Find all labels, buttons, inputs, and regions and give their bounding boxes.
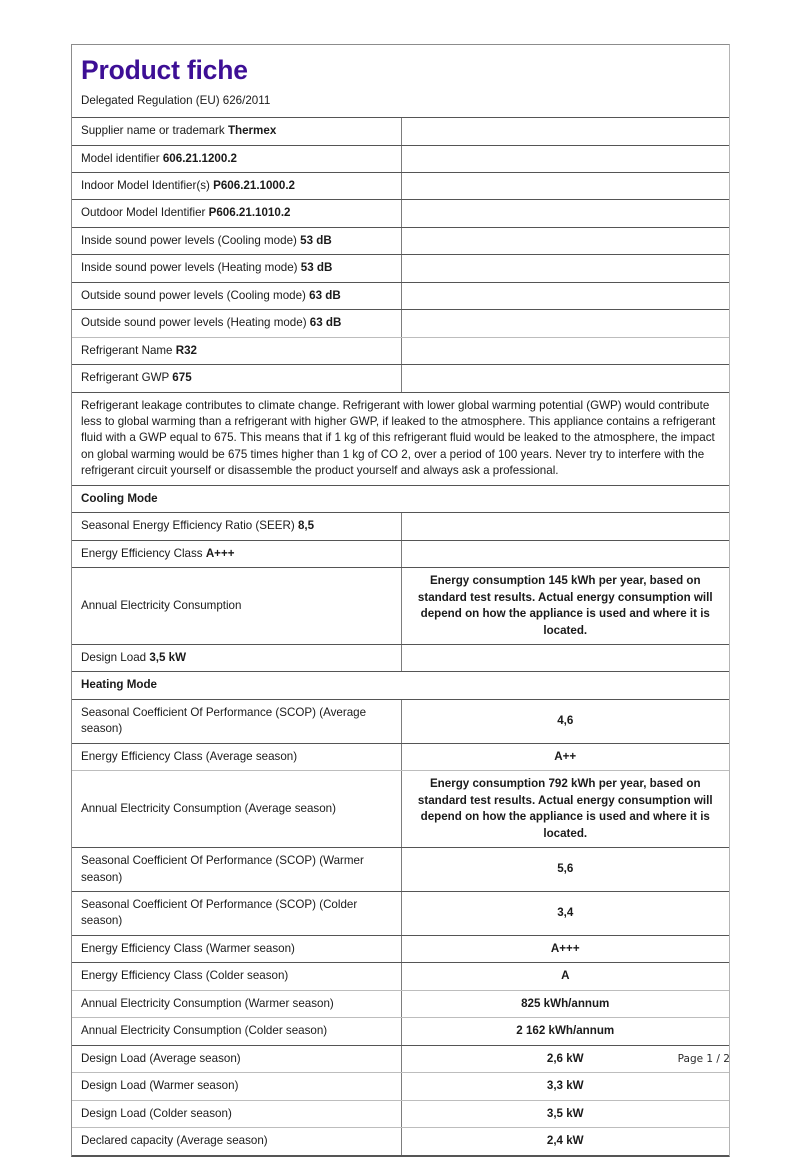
label-text: Indoor Model Identifier(s) bbox=[81, 178, 210, 192]
label-text: Refrigerant Name bbox=[81, 343, 173, 357]
refrigerant-notice-row bbox=[72, 392, 729, 485]
table-row bbox=[72, 1018, 729, 1045]
table-row bbox=[72, 935, 729, 962]
label-value: 606.21.1200.2 bbox=[162, 151, 238, 165]
row-value: 825 kWh/annum bbox=[401, 990, 729, 1017]
page-footer bbox=[71, 1053, 730, 1065]
row-value bbox=[401, 227, 729, 254]
row-label: Energy Efficiency Class (Warmer season) bbox=[72, 935, 401, 962]
table-row bbox=[72, 1100, 729, 1127]
table-row bbox=[72, 645, 729, 672]
label-value: 63 dB bbox=[309, 288, 341, 302]
label-text: Outdoor Model Identifier bbox=[81, 206, 206, 220]
table-row bbox=[72, 513, 729, 540]
row-value bbox=[401, 255, 729, 282]
row-value bbox=[401, 200, 729, 227]
label-text: Inside sound power levels (Cooling mode) bbox=[81, 233, 297, 247]
label-text: Annual Electricity Consumption bbox=[81, 598, 242, 612]
row-label bbox=[72, 172, 401, 199]
section-header-row-cooling bbox=[72, 485, 729, 512]
table-row bbox=[72, 771, 729, 848]
page-title: Product fiche bbox=[81, 55, 248, 85]
label-text: Energy Efficiency Class bbox=[81, 546, 203, 560]
row-label bbox=[72, 540, 401, 567]
row-label bbox=[72, 513, 401, 540]
table-row bbox=[72, 1073, 729, 1100]
row-label bbox=[72, 310, 401, 337]
table-row bbox=[72, 118, 729, 145]
row-label bbox=[72, 227, 401, 254]
row-label bbox=[72, 365, 401, 392]
row-value: 2,6 kW bbox=[401, 1045, 729, 1072]
row-value: 2 162 kWh/annum bbox=[401, 1018, 729, 1045]
row-value bbox=[401, 337, 729, 364]
row-value: 3,3 kW bbox=[401, 1073, 729, 1100]
label-value: A+++ bbox=[205, 546, 235, 560]
label-value: Thermex bbox=[227, 124, 277, 138]
row-label bbox=[72, 118, 401, 145]
row-label: Annual Electricity Consumption (Colder season) bbox=[72, 1018, 401, 1045]
refrigerant-notice-text: Refrigerant leakage contributes to climate change. Refrigerant with lower global warming potential (GWP) would contribute less to global warming than a refrigerant with higher GWP, if leaked to the atmosphere. This appliance contains a refrigerant fluid with a GWP equal to 675. This means that if 1 kg of this refrigerant fluid would be leaked to the atmosphere, the impact on global warming would be 675 times higher than 1 kg of CO 2, over a period of 100 years. Never try to interfere with the refrigerant circuit yourself or disassemble the product yourself and always ask a professional. bbox=[72, 392, 729, 485]
row-value bbox=[401, 513, 729, 540]
row-value: Energy consumption 792 kWh per year, based on standard test results. Actual energy consumption will depend on how the appliance is used and where it is located. bbox=[401, 771, 729, 848]
table-row bbox=[72, 963, 729, 990]
row-value: Energy consumption 145 kWh per year, based on standard test results. Actual energy consumption will depend on how the appliance is used and where it is located. bbox=[401, 568, 729, 645]
label-value: P606.21.1000.2 bbox=[213, 178, 296, 192]
row-label: Energy Efficiency Class (Average season) bbox=[72, 743, 401, 770]
row-value bbox=[401, 282, 729, 309]
label-value: 53 dB bbox=[300, 261, 333, 275]
row-value: 3,4 bbox=[401, 892, 729, 936]
row-value bbox=[401, 310, 729, 337]
section-title-cooling: Cooling Mode bbox=[72, 485, 729, 512]
label-text: Supplier name or trademark bbox=[81, 124, 225, 138]
table-row bbox=[72, 145, 729, 172]
row-label bbox=[72, 145, 401, 172]
label-text: Outside sound power levels (Cooling mode) bbox=[81, 288, 306, 302]
label-value: 63 dB bbox=[309, 316, 342, 330]
row-value: 2,4 kW bbox=[401, 1128, 729, 1155]
label-text: Refrigerant GWP bbox=[81, 371, 170, 385]
label-value: 8,5 bbox=[297, 519, 315, 533]
section-header-row-heating bbox=[72, 672, 729, 699]
regulation-subtitle: Delegated Regulation (EU) 626/2011 bbox=[81, 94, 271, 108]
table-row bbox=[72, 743, 729, 770]
row-value bbox=[401, 365, 729, 392]
row-label: Energy Efficiency Class (Colder season) bbox=[72, 963, 401, 990]
label-value: 675 bbox=[172, 371, 192, 385]
row-value bbox=[401, 540, 729, 567]
row-value: A+++ bbox=[401, 935, 729, 962]
label-value: R32 bbox=[175, 343, 198, 357]
table-row bbox=[72, 848, 729, 892]
table-row bbox=[72, 200, 729, 227]
row-label: Design Load (Warmer season) bbox=[72, 1073, 401, 1100]
row-label bbox=[72, 282, 401, 309]
row-label: Annual Electricity Consumption (Warmer season) bbox=[72, 990, 401, 1017]
row-label: Seasonal Coefficient Of Performance (SCOP) (Average season) bbox=[72, 699, 401, 743]
page-number: Page 1 / 2 bbox=[677, 1053, 730, 1065]
product-fiche-table bbox=[72, 118, 729, 1155]
label-value: P606.21.1010.2 bbox=[208, 206, 291, 220]
row-value: 4,6 bbox=[401, 699, 729, 743]
row-label bbox=[72, 337, 401, 364]
label-value: 3,5 kW bbox=[149, 651, 187, 665]
row-label bbox=[72, 200, 401, 227]
row-label: Seasonal Coefficient Of Performance (SCOP) (Colder season) bbox=[72, 892, 401, 936]
row-label: Design Load (Colder season) bbox=[72, 1100, 401, 1127]
row-label: Annual Electricity Consumption (Average season) bbox=[72, 771, 401, 848]
row-value bbox=[401, 145, 729, 172]
table-row bbox=[72, 365, 729, 392]
row-value bbox=[401, 645, 729, 672]
label-value: 53 dB bbox=[300, 233, 332, 247]
row-value: A++ bbox=[401, 743, 729, 770]
row-label bbox=[72, 568, 401, 645]
row-value bbox=[401, 172, 729, 199]
label-text: Model identifier bbox=[81, 151, 160, 165]
fiche-table-body bbox=[72, 118, 729, 1155]
table-row bbox=[72, 699, 729, 743]
row-label bbox=[72, 645, 401, 672]
table-row bbox=[72, 282, 729, 309]
document-header bbox=[72, 45, 729, 118]
row-value: 5,6 bbox=[401, 848, 729, 892]
label-text: Outside sound power levels (Heating mode) bbox=[81, 316, 307, 330]
row-label: Declared capacity (Average season) bbox=[72, 1128, 401, 1155]
table-row bbox=[72, 227, 729, 254]
table-row bbox=[72, 1128, 729, 1155]
table-row bbox=[72, 337, 729, 364]
table-row bbox=[72, 568, 729, 645]
label-text: Seasonal Energy Efficiency Ratio (SEER) bbox=[81, 519, 295, 533]
section-title-heating: Heating Mode bbox=[72, 672, 729, 699]
row-value: 3,5 kW bbox=[401, 1100, 729, 1127]
table-row bbox=[72, 310, 729, 337]
row-label: Design Load (Average season) bbox=[72, 1045, 401, 1072]
table-row bbox=[72, 892, 729, 936]
row-value bbox=[401, 118, 729, 145]
row-label bbox=[72, 255, 401, 282]
label-text: Inside sound power levels (Heating mode) bbox=[81, 261, 298, 275]
table-row bbox=[72, 990, 729, 1017]
table-row bbox=[72, 255, 729, 282]
table-row bbox=[72, 172, 729, 199]
row-label: Seasonal Coefficient Of Performance (SCOP) (Warmer season) bbox=[72, 848, 401, 892]
row-value: A bbox=[401, 963, 729, 990]
label-text: Design Load bbox=[81, 651, 147, 665]
document-frame bbox=[71, 44, 730, 1157]
table-row bbox=[72, 540, 729, 567]
